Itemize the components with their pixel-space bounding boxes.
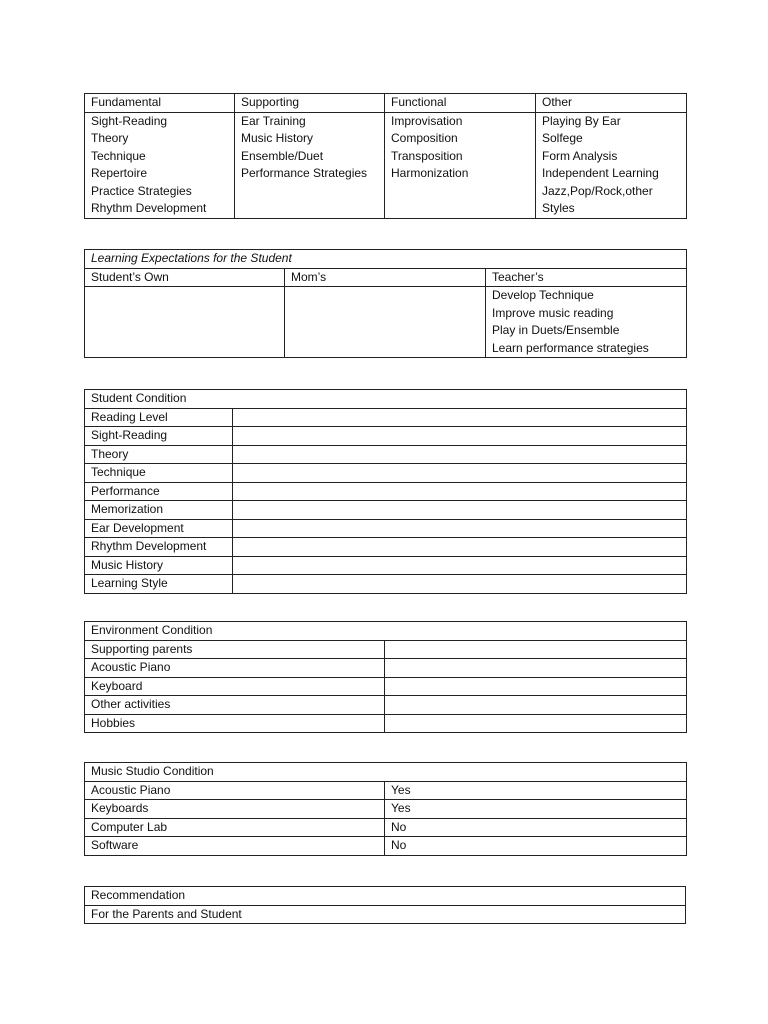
expectations-title: Learning Expectations for the Student (85, 250, 687, 269)
row-label: Other activities (85, 696, 385, 715)
row-label: Music History (85, 556, 233, 575)
table-row (85, 640, 687, 659)
table-row (85, 677, 687, 696)
row-value (233, 427, 687, 446)
list-item: Independent Learning (542, 166, 659, 180)
table-row (85, 464, 687, 483)
supporting-list (235, 112, 385, 218)
row-label: Supporting parents (85, 640, 385, 659)
row-value (385, 677, 687, 696)
row-value (233, 519, 687, 538)
row-value: No (385, 818, 687, 837)
list-item: Practice Strategies (91, 183, 192, 198)
row-label: Keyboards (85, 800, 385, 819)
list-item: Playing By Ear (542, 113, 621, 128)
student-condition-table (84, 389, 687, 594)
row-label: Reading Level (85, 408, 233, 427)
expectations-header-row (85, 268, 687, 287)
list-item: Play in Duets/Ensemble (492, 323, 620, 337)
list-item: Jazz,Pop/Rock,other (542, 183, 653, 198)
header-moms: Mom’s (285, 268, 486, 287)
row-label: Performance (85, 482, 233, 501)
students-own-cell (85, 287, 285, 358)
row-value (385, 714, 687, 733)
row-value (233, 408, 687, 427)
categories-items-row (85, 112, 687, 218)
table-row (85, 427, 687, 446)
list-item: Solfege (542, 131, 583, 145)
table-row (85, 659, 687, 678)
row-label: Acoustic Piano (85, 659, 385, 678)
table-row (85, 837, 687, 856)
row-label: Sight-Reading (85, 427, 233, 446)
expectations-table (84, 249, 687, 358)
table-row (85, 519, 687, 538)
expectations-items-row (85, 287, 687, 358)
table-row (85, 445, 687, 464)
student-condition-title: Student Condition (85, 390, 687, 409)
row-label: Ear Development (85, 519, 233, 538)
recommendation-table (84, 886, 686, 924)
table-row (85, 696, 687, 715)
row-label: Learning Style (85, 575, 233, 594)
list-item: Music History (241, 131, 314, 145)
list-item: Composition (391, 131, 458, 145)
row-value: Yes (385, 781, 687, 800)
row-label: Keyboard (85, 677, 385, 696)
moms-cell (285, 287, 486, 358)
row-value (233, 501, 687, 520)
list-item: Repertoire (91, 166, 148, 180)
list-item: Develop Technique (492, 288, 594, 302)
list-item: Harmonization (391, 166, 469, 180)
row-label: Software (85, 837, 385, 856)
table-row (85, 714, 687, 733)
row-label: Acoustic Piano (85, 781, 385, 800)
row-value (233, 482, 687, 501)
row-label: Technique (85, 464, 233, 483)
row-label: Rhythm Development (85, 538, 233, 557)
environment-condition-title: Environment Condition (85, 622, 687, 641)
list-item: Improve music reading (492, 305, 614, 320)
other-list (536, 112, 687, 218)
categories-header-row (85, 94, 687, 113)
table-row (85, 556, 687, 575)
row-value (385, 659, 687, 678)
list-item: Performance Strategies (241, 166, 368, 180)
header-fundamental: Fundamental (85, 94, 235, 113)
studio-condition-table (84, 762, 687, 856)
header-functional: Functional (385, 94, 536, 113)
list-item: Learn performance strategies (492, 340, 649, 355)
table-row (85, 538, 687, 557)
categories-table (84, 93, 687, 219)
table-row (85, 781, 687, 800)
functional-list (385, 112, 536, 218)
table-row (85, 575, 687, 594)
table-row (85, 408, 687, 427)
list-item: Rhythm Development (91, 201, 207, 215)
row-label: Hobbies (85, 714, 385, 733)
table-row (85, 818, 687, 837)
row-value: No (385, 837, 687, 856)
recommendation-title: Recommendation (85, 887, 686, 906)
table-row (85, 482, 687, 501)
list-item: Sight-Reading (91, 113, 168, 128)
row-value (233, 556, 687, 575)
row-value (233, 464, 687, 483)
list-item: Improvisation (391, 113, 463, 128)
table-row (85, 800, 687, 819)
row-value (233, 538, 687, 557)
list-item: Theory (91, 131, 129, 145)
teachers-list (486, 287, 687, 358)
studio-condition-title: Music Studio Condition (85, 763, 687, 782)
row-value: Yes (385, 800, 687, 819)
list-item: Ensemble/Duet (241, 148, 324, 163)
row-value (233, 575, 687, 594)
header-other: Other (536, 94, 687, 113)
environment-condition-table (84, 621, 687, 733)
list-item: Technique (91, 148, 146, 163)
list-item: Form Analysis (542, 148, 618, 163)
table-row (85, 501, 687, 520)
row-label: Computer Lab (85, 818, 385, 837)
row-value (385, 696, 687, 715)
header-supporting: Supporting (235, 94, 385, 113)
recommendation-row: For the Parents and Student (85, 905, 686, 924)
list-item: Transposition (391, 148, 463, 163)
list-item: Styles (542, 201, 575, 215)
header-teachers: Teacher’s (486, 268, 687, 287)
list-item: Ear Training (241, 113, 306, 128)
fundamental-list (85, 112, 235, 218)
row-value (233, 445, 687, 464)
header-students-own: Student’s Own (85, 268, 285, 287)
row-label: Memorization (85, 501, 233, 520)
row-label: Theory (85, 445, 233, 464)
row-value (385, 640, 687, 659)
